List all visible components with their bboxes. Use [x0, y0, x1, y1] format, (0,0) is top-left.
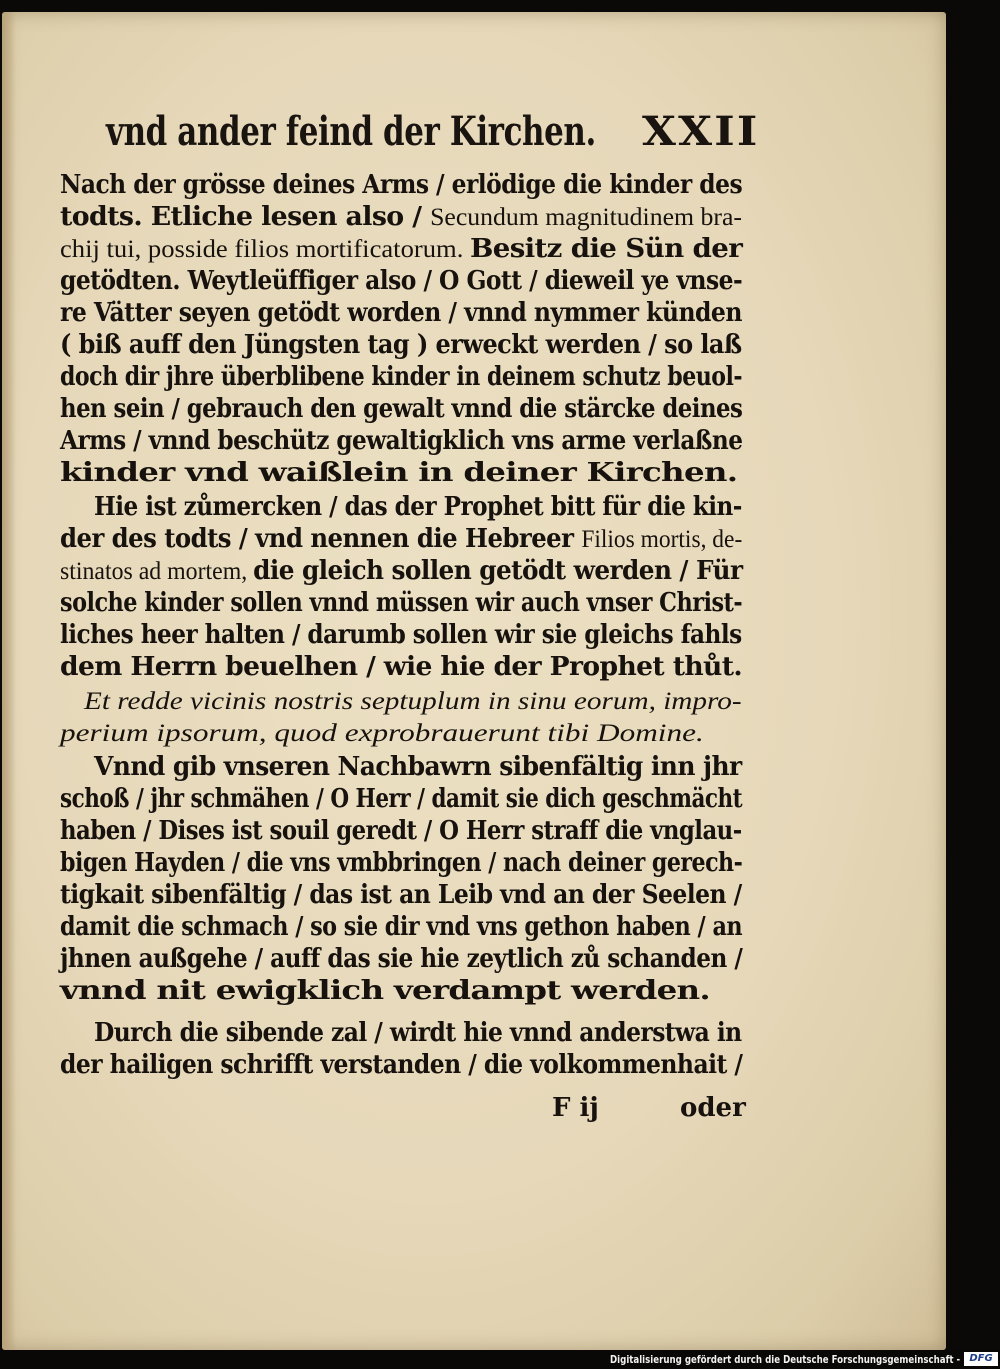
blackletter-segment: bigen Hayden / die vns vmbbringen / nach deiner gerech- [60, 848, 743, 878]
latin-segment: Secundum magnitudinem bra- [430, 204, 742, 231]
blackletter-segment: die gleich sollen getödt werden / Für [253, 556, 743, 586]
catchword: oder [680, 1093, 746, 1123]
text-line [84, 684, 742, 718]
blackletter-segment: kinder vnd waißlein in deiner Kirchen. [60, 458, 738, 488]
signature-mark: F ij [552, 1093, 599, 1123]
blackletter-segment: hen sein / gebrauch den gewalt vnnd die stärcke deines [60, 394, 743, 424]
page-footer [2, 1090, 946, 1126]
text-line [60, 456, 737, 490]
blackletter-segment: ( biß auff den Jüngsten tag ) erweckt werden / so laß [60, 330, 742, 360]
blackletter-segment: doch dir jhre überblibene kinder in deinem schutz beuol- [60, 362, 743, 392]
latin-segment: stinatos ad mortem, [60, 558, 254, 585]
blackletter-segment: vnnd nit ewigklich verdampt werden. [60, 976, 710, 1006]
blackletter-segment: todts. Etliche lesen also / [60, 202, 431, 232]
text-block [2, 12, 946, 1350]
latin-segment: chij tui, posside filios mortificatorum. [60, 236, 471, 263]
blackletter-segment: re Vätter seyen getödt worden / vnnd nymmer künden [60, 298, 742, 328]
text-line [60, 296, 742, 330]
text-line [60, 618, 742, 652]
latin-segment: Et redde vicinis nostris septuplum in sinu eorum, impro- [84, 688, 742, 715]
text-line [60, 942, 742, 976]
blackletter-segment: Besitz die Sün der [470, 234, 743, 264]
blackletter-segment: der hailigen schrifft verstanden / die volkommenhait / [60, 1050, 743, 1080]
text-line [60, 264, 742, 298]
text-line [60, 650, 742, 684]
text-line [60, 846, 742, 880]
text-line [60, 814, 742, 848]
blackletter-segment: Nach der grösse deines Arms / erlödige die kinder des [60, 170, 743, 200]
text-line [60, 522, 742, 556]
text-line [94, 490, 742, 524]
blackletter-segment: dem Herrn beuelhen / wie hie der Prophet thůt. [60, 652, 742, 682]
text-line [60, 360, 742, 394]
blackletter-segment: haben / Dises ist souil geredt / O Herr straff die vnglau- [60, 816, 742, 846]
blackletter-segment: getödten. Weytleüffiger also / O Gott / dieweil ye vnse- [60, 266, 743, 296]
text-line [60, 392, 742, 426]
text-line [60, 168, 742, 202]
folio-number: XXII [642, 108, 760, 155]
text-line [94, 1016, 742, 1050]
text-line [60, 782, 742, 816]
text-line [60, 910, 742, 944]
latin-segment: perium ipsorum, quod exprobrauerunt tibi Domine. [60, 720, 704, 747]
blackletter-segment: liches heer halten / darumb sollen wir sie gleichs fahls [60, 620, 742, 650]
text-line [60, 424, 742, 458]
blackletter-segment: tigkait sibenfältig / das ist an Leib vnd an der Seelen / [60, 880, 742, 910]
credit-text: Digitalisierung gefördert durch die Deutsche Forschungsgemeinschaft - [609, 1353, 960, 1366]
blackletter-segment: der des todts / vnd nennen die Hebreer [60, 524, 582, 554]
text-line [60, 200, 742, 234]
blackletter-segment: Durch die sibende zal / wirdt hie vnnd anderstwa in [94, 1018, 742, 1048]
blackletter-segment: jhnen außgehe / auff das sie hie zeytlich zů schanden / [60, 944, 743, 974]
dfg-logo: DFG [964, 1352, 998, 1366]
blackletter-segment: schoß / jhr schmähen / O Herr / damit sie dich geschmächt [60, 784, 743, 814]
credit-bar [0, 1350, 1000, 1369]
text-line [60, 328, 742, 362]
text-line [60, 554, 742, 588]
text-line [60, 1048, 742, 1082]
blackletter-segment: damit die schmach / so sie dir vnd vns gethon haben / an [60, 912, 743, 942]
text-line [60, 974, 710, 1008]
blackletter-segment: Vnnd gib vnseren Nachbawrn sibenfältig inn jhr [94, 752, 742, 782]
blackletter-segment: Arms / vnnd beschütz gewaltigklich vns arme verlaßne [60, 426, 743, 456]
book-page [2, 12, 946, 1350]
blackletter-segment: solche kinder sollen vnnd müssen wir auch vnser Christ- [60, 588, 743, 618]
text-line [60, 232, 742, 266]
text-line [60, 878, 742, 912]
blackletter-segment: Hie ist zůmercken / das der Prophet bitt für die kin- [94, 492, 742, 522]
text-line [60, 716, 704, 750]
text-line [94, 750, 742, 784]
running-title: vnd ander feind der Kirchen. [106, 108, 596, 155]
text-line [60, 586, 742, 620]
latin-segment: Filios mortis, de- [581, 526, 743, 553]
